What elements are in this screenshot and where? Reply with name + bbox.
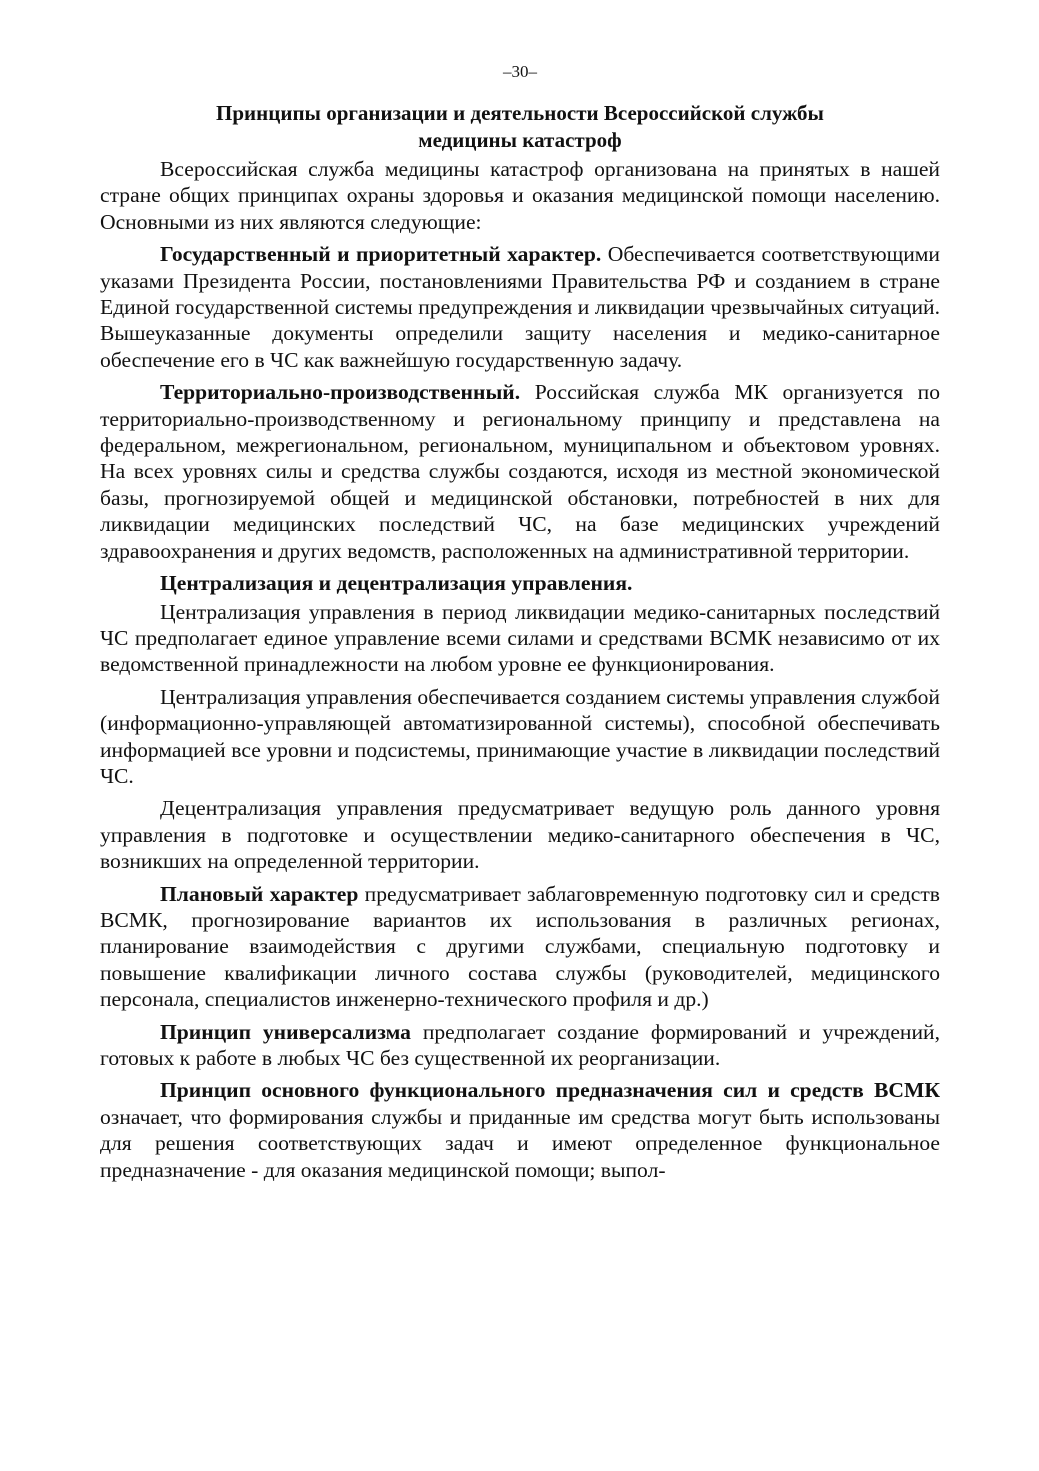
paragraph-state-character (100, 241, 940, 373)
paragraph-universalism (100, 1019, 940, 1072)
paragraph-functional-purpose-text: означает, что формирования службы и приданные им средства могут быть использованы для решения соответствующих задач и имеют определенное функциональное предназначение - для оказания медицинской помощи; выпол- (100, 1104, 940, 1182)
subheading-centralization: Централизация и децентрализация управления. (160, 571, 633, 596)
paragraph-universalism-lead: Принцип универсализма (160, 1019, 411, 1044)
intro-paragraph: Всероссийская служба медицины катастроф организована на принятых в нашей стране общих принципах охраны здоровья и оказания медицинской помощи населению. Основными из них являются следующие: (100, 157, 940, 234)
paragraph-centralization-2: Централизация управления обеспечивается созданием системы управления службой (информационно-управляющей автоматизированной системы), способной обеспечивать информацией все уровни и подсистемы, принимающие участие в ликвидации последствий ЧС. (100, 684, 940, 788)
paragraph-territorial-lead: Территориально-производственный. (160, 380, 521, 405)
document-page (100, 60, 940, 1189)
section-heading (100, 100, 940, 154)
paragraph-planned-character-lead: Плановый характер (160, 881, 359, 906)
paragraph-centralization-1: Централизация управления в период ликвидации медико-санитарных последствий ЧС предполагает единое управление всеми силами и средствами ВСМК независимо от их ведомственной принадлежности на любом уровне ее функционирования. (100, 599, 940, 677)
section-heading-line-2: медицины катастроф (418, 128, 622, 152)
paragraph-functional-purpose-lead: Принцип основного функционального предназначения сил и средств ВСМК (160, 1078, 940, 1103)
paragraph-state-character-text: Обеспечивается соответствующими указами Президента России, постановлениями Правительства РФ и созданием в стране Единой государственной системы предупреждения и ликвидации чрезвычайных ситуаций. Вышеуказанные документы определили защиту населения и медико-санитарное обеспечение его в ЧС как важнейшую государственную задачу. (100, 242, 940, 372)
page-number: –30– (503, 62, 537, 81)
section-heading-line-1: Принципы организации и деятельности Всероссийской службы (216, 101, 824, 125)
paragraph-functional-purpose (100, 1077, 940, 1183)
paragraph-territorial-text: Российская служба МК организуется по территориально-производственному и региональному принципу и представлена на федеральном, межрегиональном, региональном, муниципальном и объектовом уровнях. На всех уровнях силы и средства службы создаются, исходя из местной экономической базы, прогнозируемой общей и медицинской обстановки, потребностей в них для ликвидации медицинских последствий ЧС, на базе медицинских учреждений здравоохранения и других ведомств, расположенных на административной территории. (100, 380, 940, 563)
paragraph-planned-character-text: предусматривает заблаговременную подготовку сил и средств ВСМК, прогнозирование вариантов их использования в различных регионах, планирование взаимодействия с другими службами, специальную подготовку и повышение квалификации личного состава службы (руководителей, медицинского персонала, специалистов инженерно-технического профиля и др.) (100, 881, 940, 1012)
paragraph-decentralization: Децентрализация управления предусматривает ведущую роль данного уровня управления в подготовке и осуществлении медико-санитарного обеспечения в ЧС, возникших на определенной территории. (100, 796, 940, 874)
paragraph-planned-character (100, 881, 940, 1013)
paragraph-territorial (100, 379, 940, 564)
paragraph-state-character-lead: Государственный и приоритетный характер. (160, 242, 602, 267)
paragraph-universalism-text: предполагает создание формирований и учреждений, готовых к работе в любых ЧС без существенной их реорганизации. (100, 1019, 940, 1070)
